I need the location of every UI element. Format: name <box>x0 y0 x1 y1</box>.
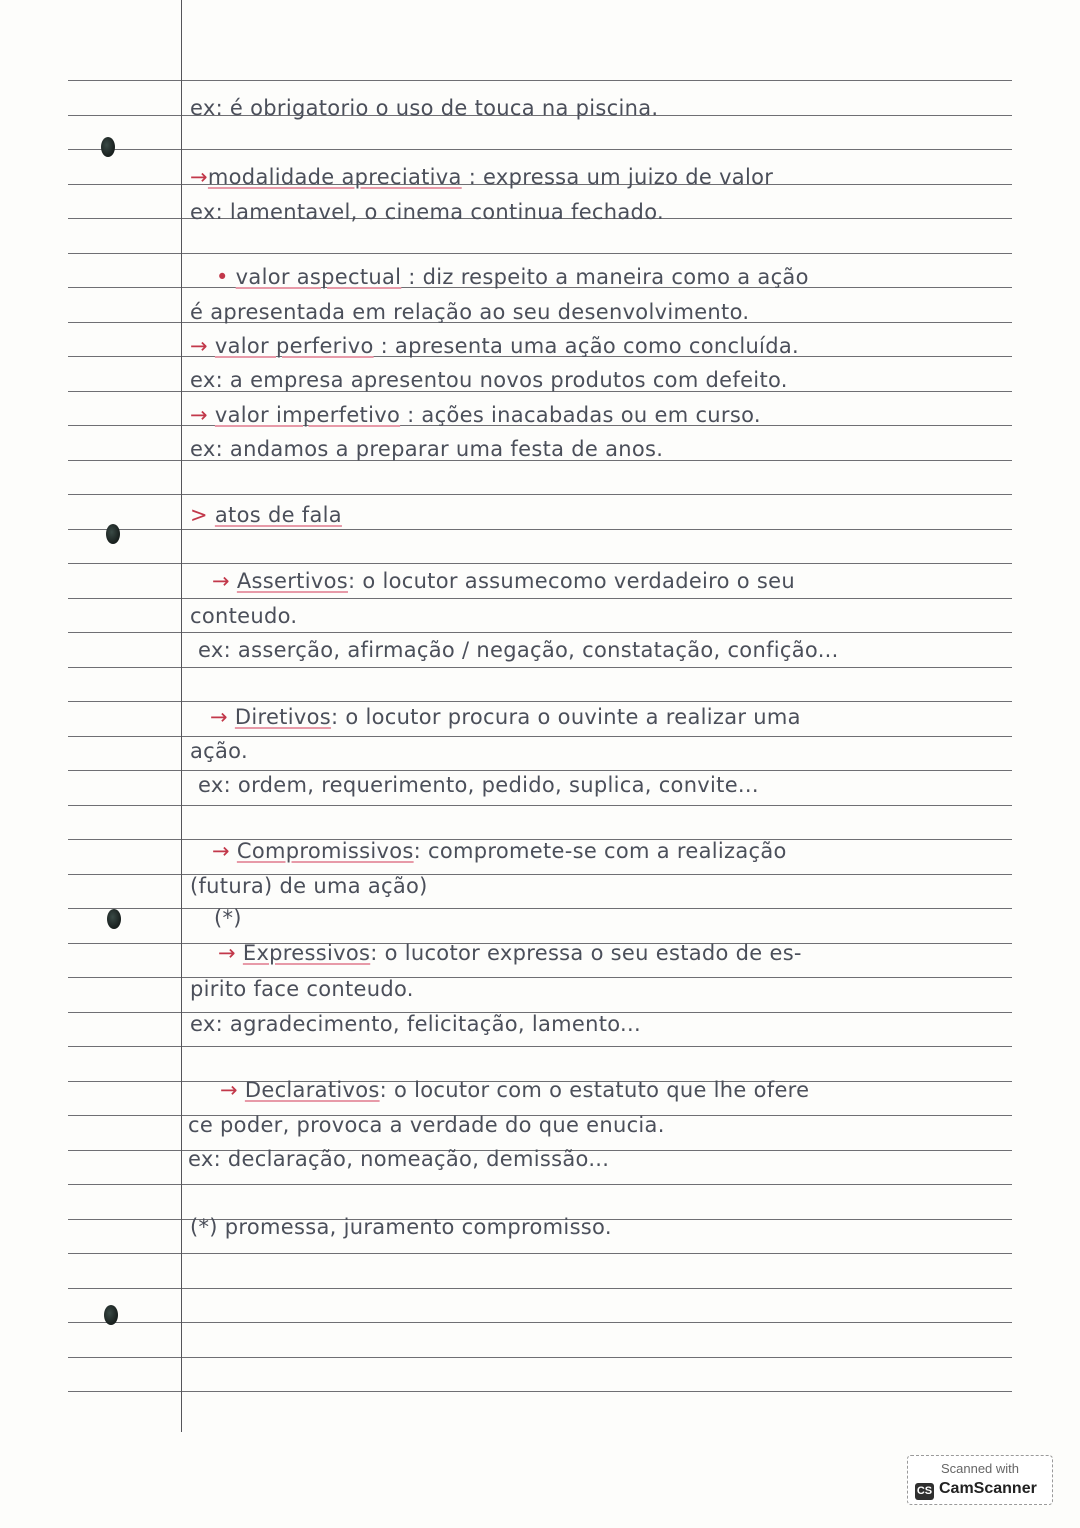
camscanner-watermark <box>907 1455 1053 1505</box>
note-line <box>190 365 788 395</box>
ruled-line <box>68 149 1012 150</box>
ruled-line <box>68 805 1012 806</box>
punch-hole <box>106 524 120 544</box>
watermark-caption: Scanned with <box>940 1461 1020 1476</box>
note-text: ex: andamos a preparar uma festa de anos. <box>190 437 664 461</box>
ruled-line <box>68 1391 1012 1392</box>
note-text: : apresenta uma ação como concluída. <box>373 334 799 358</box>
note-text: : expressa um juizo de valor <box>461 165 774 189</box>
bullet-marker: → <box>218 941 243 965</box>
note-line <box>190 297 749 327</box>
highlighted-term: valor perferivo <box>214 334 374 358</box>
note-text: : compromete-se com a realização <box>413 839 787 863</box>
punch-hole <box>107 909 121 929</box>
note-text: ex: a empresa apresentou novos produtos com defeito. <box>190 368 788 392</box>
note-line <box>190 93 658 123</box>
highlighted-term: valor aspectual <box>235 265 402 289</box>
highlighted-term: Assertivos <box>236 569 348 593</box>
bullet-marker: → <box>212 569 237 593</box>
note-line <box>190 162 773 192</box>
ruled-line <box>68 1253 1012 1254</box>
note-text: : diz respeito a maneira como a ação <box>401 265 809 289</box>
bullet-marker: • <box>216 265 236 289</box>
note-line <box>190 1009 641 1039</box>
highlighted-term: Declarativos <box>244 1078 380 1102</box>
note-line <box>190 331 799 361</box>
note-line <box>216 262 809 292</box>
note-line <box>220 1075 809 1105</box>
note-line <box>190 400 761 430</box>
margin-line <box>181 0 182 1432</box>
camscanner-logo-icon: CS <box>915 1483 934 1500</box>
note-text: : ações inacabadas ou em curso. <box>400 403 761 427</box>
note-line <box>188 1110 665 1140</box>
note-text: (*) <box>214 906 242 930</box>
ruled-line <box>68 908 1012 909</box>
highlighted-term: modalidade apreciativa <box>207 165 462 189</box>
highlighted-term: atos de fala <box>214 503 342 527</box>
note-line <box>188 1144 609 1174</box>
ruled-line <box>68 632 1012 633</box>
bullet-marker: → <box>190 334 215 358</box>
note-text: pirito face conteudo. <box>190 977 414 1001</box>
ruled-line <box>68 1288 1012 1289</box>
note-text: ex: ordem, requerimento, pedido, suplica, convite... <box>198 773 759 797</box>
ruled-line <box>68 494 1012 495</box>
note-line <box>190 601 297 631</box>
note-text: ex: agradecimento, felicitação, lamento... <box>190 1012 641 1036</box>
ruled-line <box>68 667 1012 668</box>
note-text: : o lucotor expressa o seu estado de es- <box>370 941 802 965</box>
ruled-line <box>68 80 1012 81</box>
punch-hole <box>101 137 115 157</box>
bullet-marker: → <box>212 839 237 863</box>
bullet-marker: → <box>190 165 208 189</box>
note-line <box>214 903 242 933</box>
note-line <box>190 871 428 901</box>
ruled-line <box>68 1046 1012 1047</box>
note-text: : o locutor assumecomo verdadeiro o seu <box>347 569 795 593</box>
bullet-marker: > <box>190 503 215 527</box>
note-text: ação. <box>190 739 248 763</box>
bullet-marker: → <box>220 1078 245 1102</box>
note-text: : o locutor procura o ouvinte a realizar uma <box>330 705 801 729</box>
ruled-line <box>68 253 1012 254</box>
highlighted-term: valor imperfetivo <box>214 403 401 427</box>
ruled-line <box>68 1184 1012 1185</box>
note-text: ex: lamentavel, o cinema continua fechado. <box>190 200 664 224</box>
note-line <box>212 836 787 866</box>
punch-hole <box>104 1305 118 1325</box>
note-line <box>190 197 664 227</box>
note-line <box>190 500 342 530</box>
note-line <box>190 974 414 1004</box>
note-text: (futura) de uma ação) <box>190 874 428 898</box>
note-text: ce poder, provoca a verdade do que enucia. <box>188 1113 665 1137</box>
note-text: ex: declaração, nomeação, demissão... <box>188 1147 610 1171</box>
watermark-brand: CamScanner <box>939 1480 1037 1497</box>
highlighted-term: Expressivos <box>242 941 371 965</box>
ruled-line <box>68 598 1012 599</box>
ruled-line <box>68 563 1012 564</box>
ruled-line <box>68 1357 1012 1358</box>
ruled-line <box>68 1322 1012 1323</box>
bullet-marker: → <box>210 705 235 729</box>
note-text: : o locutor com o estatuto que lhe ofere <box>379 1078 810 1102</box>
note-text: ex: é obrigatorio o uso de touca na piscina. <box>190 96 659 120</box>
note-text: é apresentada em relação ao seu desenvolvimento. <box>190 300 750 324</box>
note-line <box>198 635 839 665</box>
note-line <box>212 566 795 596</box>
highlighted-term: Diretivos <box>234 705 331 729</box>
bullet-marker: → <box>190 403 215 427</box>
note-line <box>190 736 248 766</box>
note-line <box>210 702 801 732</box>
note-line <box>190 1212 612 1242</box>
note-line <box>218 938 802 968</box>
note-text: ex: asserção, afirmação / negação, constatação, confição... <box>198 638 839 662</box>
note-line <box>198 770 759 800</box>
note-line <box>190 434 663 464</box>
note-text: (*) promessa, juramento compromisso. <box>190 1215 612 1239</box>
highlighted-term: Compromissivos <box>236 839 414 863</box>
note-text: conteudo. <box>190 604 298 628</box>
